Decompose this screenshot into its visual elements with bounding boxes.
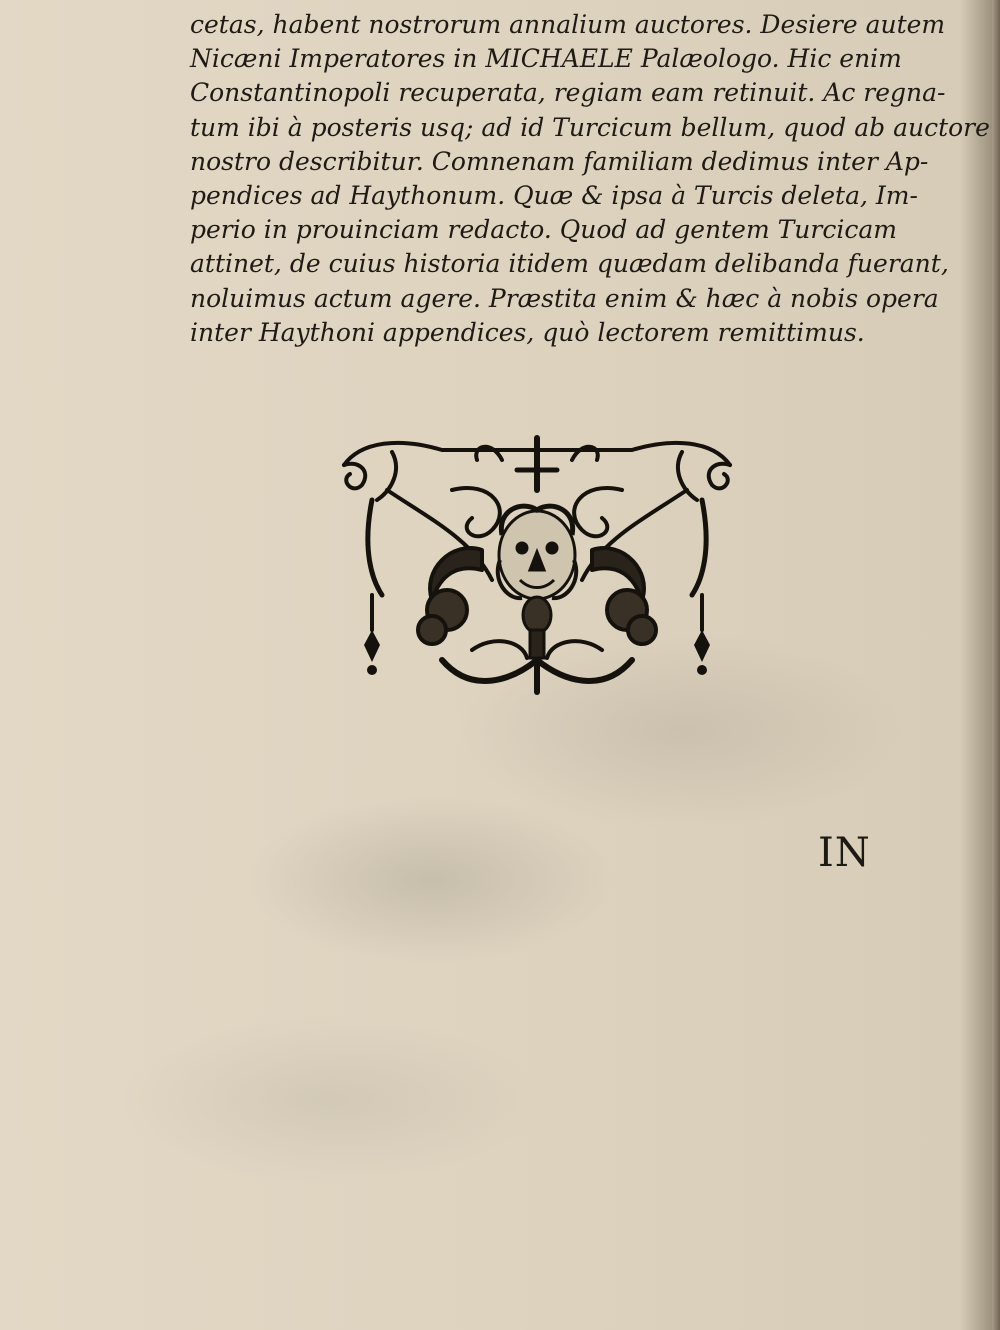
text-line: perio in prouinciam redacto. Quod ad gentem Turcicam — [190, 215, 897, 245]
body-text — [190, 8, 990, 350]
woodcut-ornament — [332, 430, 742, 700]
page-gutter — [992, 0, 1000, 1330]
text-line: tum ibi à posteris usq; ad id Turcicum bellum, quod ab auctore — [190, 112, 990, 142]
text-line: inter Haythoni appendices, quò lectorem remittimus. — [190, 317, 865, 347]
text-line: attinet, de cuius historia itidem quædam delibanda fuerant, — [190, 249, 949, 279]
text-line: pendices ad Haythonum. Quæ & ipsa à Turcis deleta, Im- — [190, 180, 918, 210]
text-line: Constantinopoli recuperata, regiam eam retinuit. Ac regna- — [190, 78, 946, 108]
text-line: cetas, habent nostrorum annalium auctores. Desiere autem — [190, 10, 946, 39]
text-line: noluimus actum agere. Præstita enim & hæc à nobis opera — [190, 283, 939, 313]
text-line: nostro describitur. Comnenam familiam dedimus inter Ap- — [190, 146, 929, 176]
catchword: IN — [818, 830, 871, 876]
text-line: Nicæni Imperatores in MICHAELE Palæologo. Hic enim — [190, 44, 902, 74]
